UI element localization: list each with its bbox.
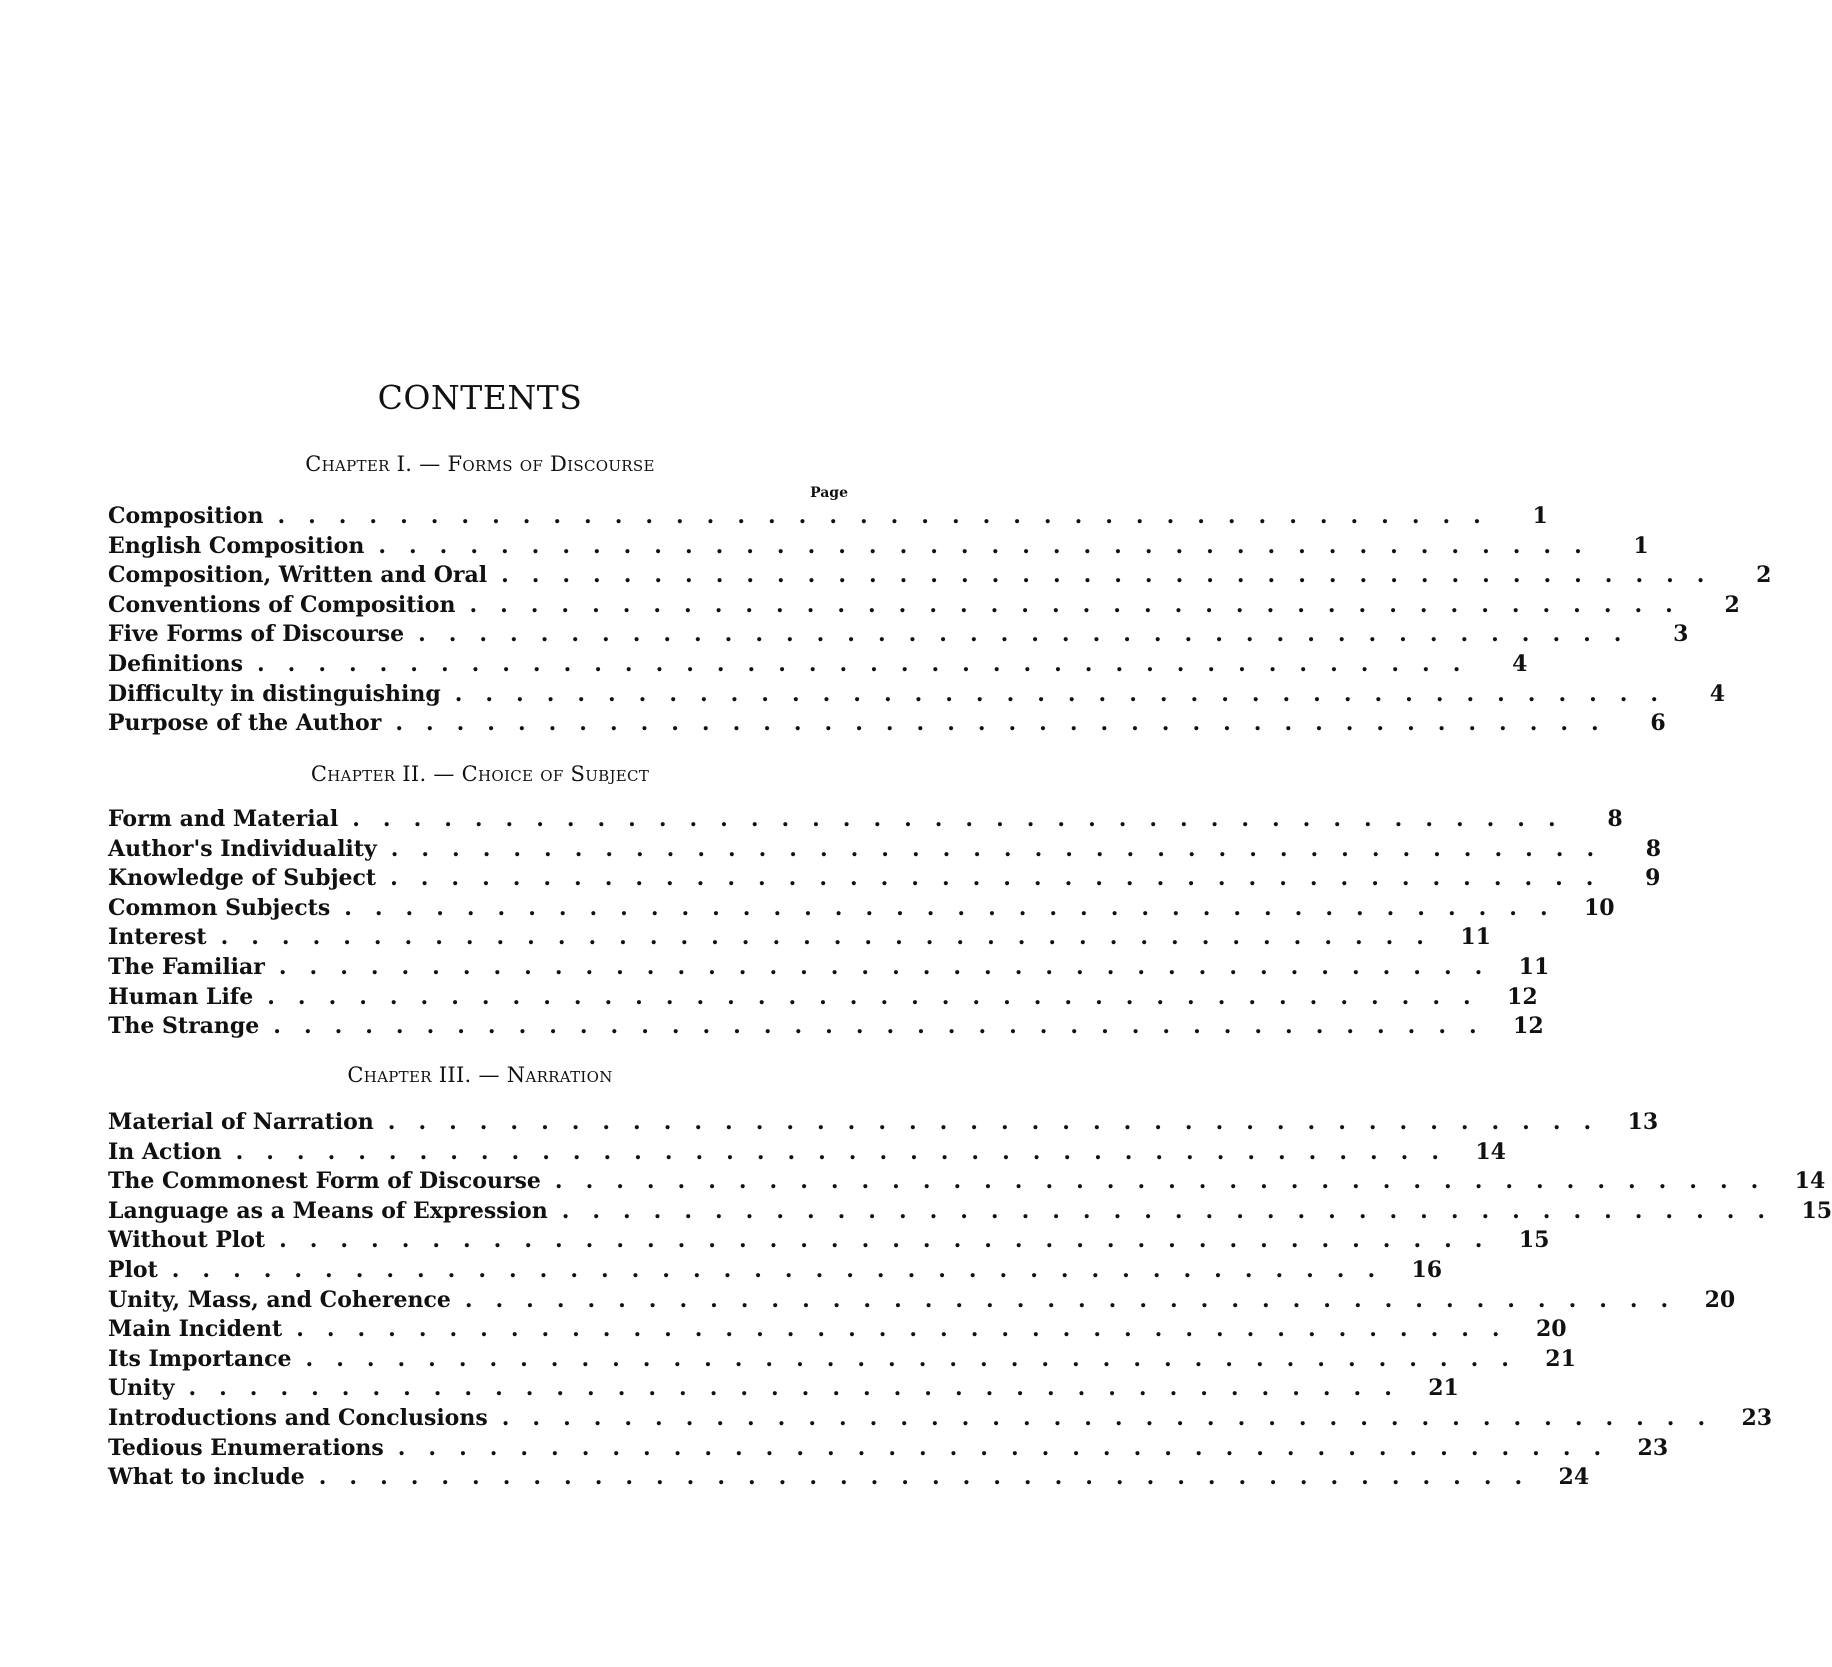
toc-entry-title: In Action bbox=[108, 1138, 222, 1165]
toc-entry-page: 23 bbox=[1741, 1404, 1773, 1431]
toc-entry-page: 16 bbox=[1411, 1256, 1443, 1283]
toc-entry bbox=[108, 1315, 1567, 1345]
toc-entry bbox=[108, 1434, 1669, 1464]
chapter-2-entries bbox=[108, 805, 1662, 1042]
toc-entry bbox=[108, 1197, 1832, 1227]
toc-entry-page: 13 bbox=[1627, 1109, 1659, 1135]
dot-leader: ........................................ bbox=[390, 865, 1617, 892]
toc-entry-page: 12 bbox=[1507, 983, 1538, 1010]
toc-entry-page: 10 bbox=[1583, 894, 1615, 921]
toc-entry-title: The Familiar bbox=[108, 953, 265, 980]
toc-entry bbox=[108, 680, 1726, 710]
dot-leader: ........................................ bbox=[464, 1286, 1692, 1313]
dot-leader: ........................................ bbox=[188, 1375, 1415, 1402]
dot-leader: ........................................ bbox=[344, 894, 1571, 921]
toc-entry-title: Unity bbox=[108, 1375, 175, 1402]
dot-leader: ........................................ bbox=[387, 1109, 1615, 1135]
toc-entry bbox=[108, 1167, 1826, 1197]
toc-entry bbox=[108, 835, 1662, 865]
dot-leader: ........................................ bbox=[296, 1316, 1523, 1343]
toc-entry-title: Plot bbox=[108, 1256, 158, 1283]
toc-entry-title: Language as a Means of Expression bbox=[108, 1197, 548, 1224]
toc-entry bbox=[108, 1374, 1459, 1404]
toc-entry bbox=[108, 1463, 1590, 1493]
toc-entry-page: 6 bbox=[1650, 710, 1666, 737]
toc-entry-title: Main Incident bbox=[108, 1316, 283, 1343]
dot-leader: ........................................ bbox=[257, 650, 1484, 677]
toc-entry bbox=[108, 1256, 1443, 1286]
toc-entry-page: 11 bbox=[1518, 953, 1550, 980]
toc-entry-title: Its Importance bbox=[108, 1345, 292, 1372]
toc-entry-page: 14 bbox=[1475, 1138, 1506, 1165]
chapter-3-entries bbox=[108, 1108, 1832, 1493]
toc-entry-title: Introductions and Conclusions bbox=[108, 1404, 488, 1431]
toc-entry-title: Conventions of Composition bbox=[108, 591, 456, 618]
toc-entry bbox=[108, 923, 1491, 953]
toc-entry bbox=[108, 953, 1550, 983]
toc-entry bbox=[108, 864, 1661, 894]
toc-entry bbox=[108, 591, 1740, 621]
toc-entry-title: Composition bbox=[108, 503, 264, 529]
toc-entry-title: Composition, Written and Oral bbox=[108, 562, 488, 589]
toc-entry bbox=[108, 1345, 1576, 1375]
toc-entry-title: Definitions bbox=[108, 650, 243, 677]
dot-leader: ........................................ bbox=[501, 1404, 1729, 1431]
toc-entry-page: 2 bbox=[1724, 591, 1740, 618]
toc-entry-title: Unity, Mass, and Coherence bbox=[108, 1286, 451, 1313]
toc-entry-page: 2 bbox=[1756, 562, 1772, 589]
toc-entry-page: 8 bbox=[1645, 835, 1662, 862]
page-column-label: Page bbox=[810, 485, 848, 501]
dot-leader: ........................................ bbox=[454, 680, 1682, 707]
toc-entry bbox=[108, 650, 1528, 680]
toc-entry bbox=[108, 709, 1666, 739]
toc-entry-page: 21 bbox=[1545, 1345, 1576, 1372]
dot-leader: ........................................ bbox=[220, 924, 1447, 951]
dot-leader: ........................................ bbox=[273, 1013, 1500, 1040]
toc-entry-page: 1 bbox=[1532, 503, 1548, 529]
toc-entry-title: The Strange bbox=[108, 1013, 260, 1040]
toc-entry-page: 8 bbox=[1607, 806, 1623, 832]
toc-entry-page: 9 bbox=[1645, 865, 1661, 892]
toc-entry-page: 3 bbox=[1673, 621, 1689, 648]
toc-entry-title: Purpose of the Author bbox=[108, 710, 382, 737]
dot-leader: ........................................ bbox=[397, 1434, 1625, 1461]
toc-entry bbox=[108, 1138, 1506, 1168]
dot-leader: ........................................ bbox=[318, 1464, 1546, 1491]
toc-entry-page: 4 bbox=[1512, 650, 1528, 677]
toc-entry bbox=[108, 502, 1548, 532]
dot-leader: ........................................ bbox=[352, 806, 1579, 832]
dot-leader: ........................................ bbox=[305, 1345, 1532, 1372]
toc-entry-page: 20 bbox=[1704, 1286, 1736, 1313]
page-title: CONTENTS bbox=[377, 378, 583, 417]
toc-entry-title: Difficulty in distinguishing bbox=[108, 680, 441, 707]
toc-entry-title: The Commonest Form of Discourse bbox=[108, 1168, 541, 1195]
toc-entry-page: 11 bbox=[1460, 924, 1491, 951]
toc-entry bbox=[108, 561, 1772, 591]
toc-entry bbox=[108, 1108, 1659, 1138]
toc-entry-title: What to include bbox=[108, 1464, 305, 1491]
dot-leader: ........................................ bbox=[561, 1197, 1789, 1224]
toc-entry-page: 15 bbox=[1518, 1227, 1550, 1254]
dot-leader: ........................................ bbox=[501, 562, 1728, 589]
dot-leader: ........................................ bbox=[469, 591, 1696, 618]
toc-entry-title: Without Plot bbox=[108, 1227, 266, 1254]
toc-entry bbox=[108, 1226, 1550, 1256]
toc-entry bbox=[108, 532, 1649, 562]
toc-entry-title: Tedious Enumerations bbox=[108, 1434, 384, 1461]
toc-entry-page: 12 bbox=[1513, 1013, 1544, 1040]
chapter-2-heading: Chapter II. — Choice of Subject bbox=[310, 762, 650, 786]
toc-entry-title: Knowledge of Subject bbox=[108, 865, 377, 892]
dot-leader: ........................................ bbox=[378, 532, 1605, 559]
dot-leader: ........................................ bbox=[418, 621, 1645, 648]
chapter-1-entries bbox=[108, 502, 1772, 739]
toc-entry-page: 14 bbox=[1794, 1168, 1826, 1195]
toc-entry-title: Interest bbox=[108, 924, 207, 951]
dot-leader: ........................................ bbox=[279, 1227, 1506, 1254]
dot-leader: ........................................ bbox=[235, 1138, 1462, 1165]
dot-leader: ........................................ bbox=[278, 953, 1506, 980]
toc-entry-title: Common Subjects bbox=[108, 894, 331, 921]
toc-entry-title: Author's Individuality bbox=[108, 835, 377, 862]
toc-entry-page: 24 bbox=[1558, 1464, 1590, 1491]
toc-entry-page: 20 bbox=[1535, 1316, 1567, 1343]
toc-entry-title: Material of Narration bbox=[108, 1109, 374, 1135]
toc-entry bbox=[108, 1404, 1773, 1434]
toc-entry-title: Human Life bbox=[108, 983, 254, 1010]
toc-entry bbox=[108, 1286, 1736, 1316]
dot-leader: ........................................ bbox=[554, 1168, 1782, 1195]
toc-entry-title: Form and Material bbox=[108, 806, 339, 832]
toc-entry-title: Five Forms of Discourse bbox=[108, 621, 405, 648]
toc-entry-page: 4 bbox=[1709, 680, 1726, 707]
dot-leader: ........................................ bbox=[390, 835, 1618, 862]
chapter-3-heading: Chapter III. — Narration bbox=[347, 1063, 613, 1087]
toc-entry bbox=[108, 1012, 1544, 1042]
toc-entry-page: 21 bbox=[1428, 1375, 1459, 1402]
toc-entry bbox=[108, 983, 1538, 1013]
chapter-1-heading: Chapter I. — Forms of Discourse bbox=[305, 452, 655, 476]
toc-entry-page: 23 bbox=[1637, 1434, 1669, 1461]
dot-leader: ........................................ bbox=[267, 983, 1494, 1010]
toc-entry-title: English Composition bbox=[108, 532, 365, 559]
toc-entry-page: 1 bbox=[1633, 532, 1649, 559]
dot-leader: ........................................ bbox=[277, 503, 1504, 529]
toc-entry-page: 15 bbox=[1801, 1197, 1832, 1224]
toc-entry bbox=[108, 894, 1615, 924]
dot-leader: ........................................ bbox=[171, 1256, 1399, 1283]
toc-entry bbox=[108, 805, 1623, 835]
toc-entry bbox=[108, 620, 1689, 650]
dot-leader: ........................................ bbox=[395, 710, 1622, 737]
